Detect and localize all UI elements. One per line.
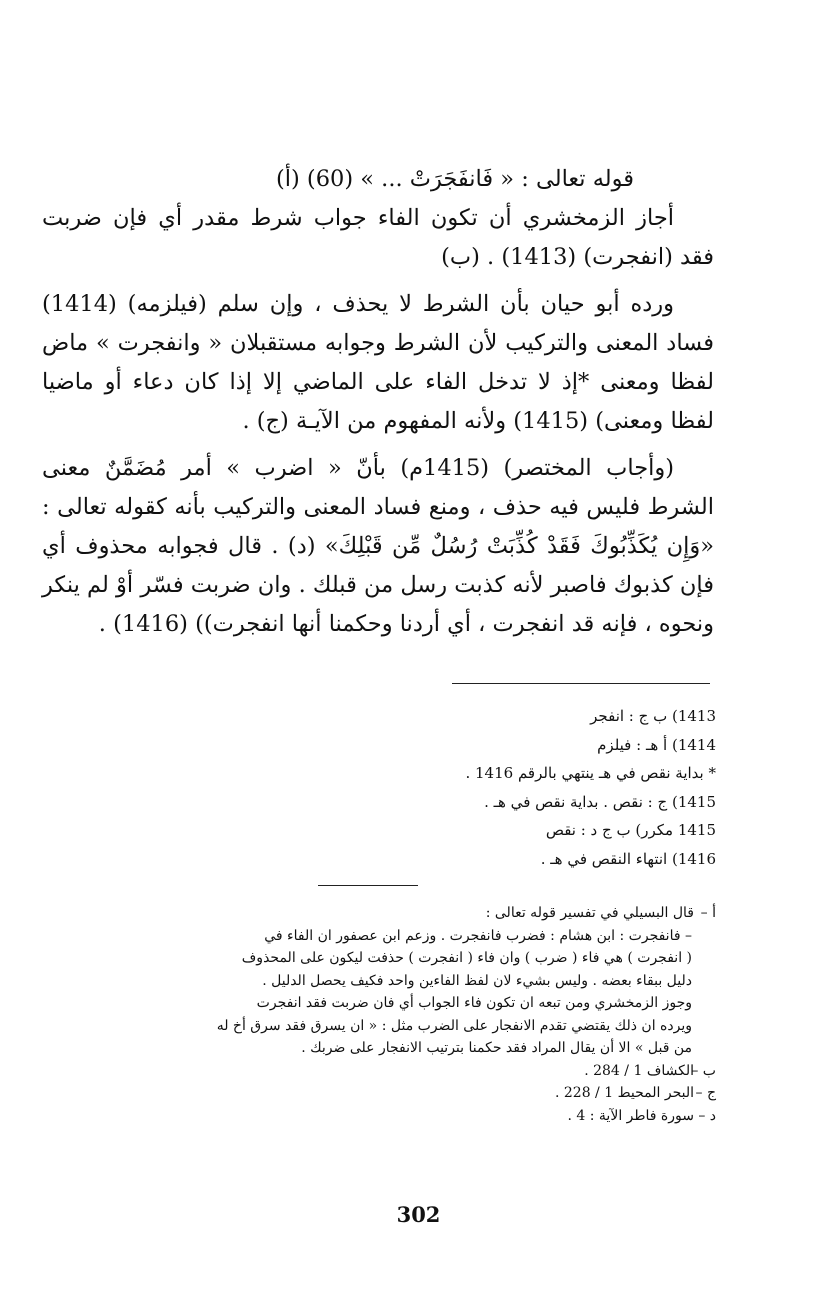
- footnote-divider: [452, 683, 710, 684]
- footnote-b: [48, 1060, 716, 1083]
- footnote-line: الكشاف 1 / 284 .: [584, 1062, 694, 1079]
- paragraph-mukhtasar: (وأجاب المختصر) (1415م) بأنّ « اضرب » أمر مُضَمَّنٌ معنى الشرط فليس فيه حذف ، ومنع فساد المعنى والتركيب بأنه كقوله تعالى : «وَإِن يُكَذِّبُوكَ فَقَدْ كُذِّبَتْ رُسُلٌ مِّن قَبْلِكَ» (د) . قال فجوابه محذوف أي فإن كذبوك فاصبر لأنه كذبت رسل من قبلك . وان ضربت فسّر أوْ لم ينكر ونحوه ، فإنه قد انفجرت ، أي أردنا وحكمنا أنها انفجرت)) (1416) .: [42, 455, 714, 637]
- footnote-letter: ب –: [691, 1062, 716, 1079]
- manuscript-notes: [300, 702, 716, 873]
- footnote-line: سورة فاطر الآية : 4 .: [567, 1107, 694, 1124]
- manuscript-note: 1415) ج : نقص . بداية نقص في هـ .: [484, 792, 716, 811]
- footnote-line: قال البسيلي في تفسير قوله تعالى :: [485, 905, 694, 921]
- manuscript-note: 1416) انتهاء النقص في هـ .: [540, 849, 716, 868]
- manuscript-note: 1413) ب ج : انفجر: [590, 707, 716, 725]
- footnote-line: من قبل » الا أن يقال المراد فقد حكمنا بترتيب الانفجار على ضربك .: [301, 1040, 692, 1056]
- explanatory-footnotes: [48, 902, 716, 1127]
- manuscript-note: 1414) أ هـ : فيلزم: [597, 735, 716, 754]
- footnote-letter: أ –: [700, 905, 716, 921]
- footnote-line: – فانفجرت : ابن هشام : فضرب فانفجرت . وزعم ابن عصفور ان الفاء في: [264, 927, 692, 944]
- footnote-short-divider: [318, 885, 418, 886]
- paragraph-abu-hayyan: ورده أبو حيان بأن الشرط لا يحذف ، وإن سلم (فيلزمه) (1414) فساد المعنى والتركيب لأن الشرط وجوابه مستقبلان « وانفجرت » ماض لفظا ومعنى *إذ لا تدخل الفاء على الماضي إلا إذا كان دعاء أو ماضيا لفظا ومعنى) (1415) ولأنه المفهوم من الآيـة (ج) .: [42, 291, 714, 434]
- footnote-d: [48, 1105, 716, 1128]
- page-number: 302: [396, 1202, 441, 1227]
- main-text: [42, 160, 714, 644]
- footnote-line: ويرده ان ذلك يقتضي تقدم الانفجار على الضرب مثل : « ان يسرق فقد سرق أخ له: [216, 1017, 692, 1034]
- verse-heading: قوله تعالى : « فَانفَجَرَتْ ... » (60) (أ): [275, 166, 634, 192]
- footnote-a: [48, 902, 716, 1060]
- paragraph-zamakhshari: أجاز الزمخشري أن تكون الفاء جواب شرط مقدر أي فإن ضربت فقد (انفجرت) (1413) . (ب): [42, 205, 714, 270]
- manuscript-note: * بداية نقص في هـ ينتهي بالرقم 1416 .: [465, 764, 716, 782]
- footnote-line: وجوز الزمخشري ومن تبعه ان تكون فاء الجواب أي فان ضربت فقد انفجرت: [256, 995, 692, 1011]
- footnote-letter: د –: [698, 1107, 716, 1124]
- footnote-line: البحر المحيط 1 / 228 .: [554, 1085, 694, 1101]
- footnote-c: [48, 1082, 716, 1105]
- footnote-letter: ج –: [695, 1085, 716, 1101]
- footnote-line: دليل ببقاء بعضه . وليس بشيء لان لفظ الفاءين واحد فكيف يحصل الدليل .: [262, 972, 692, 989]
- footnote-line: ( انفجرت ) هي فاء ( ضرب ) وان فاء ( انفجرت ) حذفت ليكون على المحذوف: [241, 950, 692, 966]
- manuscript-note: 1415 مكرر) ب ج د : نقص: [545, 821, 716, 839]
